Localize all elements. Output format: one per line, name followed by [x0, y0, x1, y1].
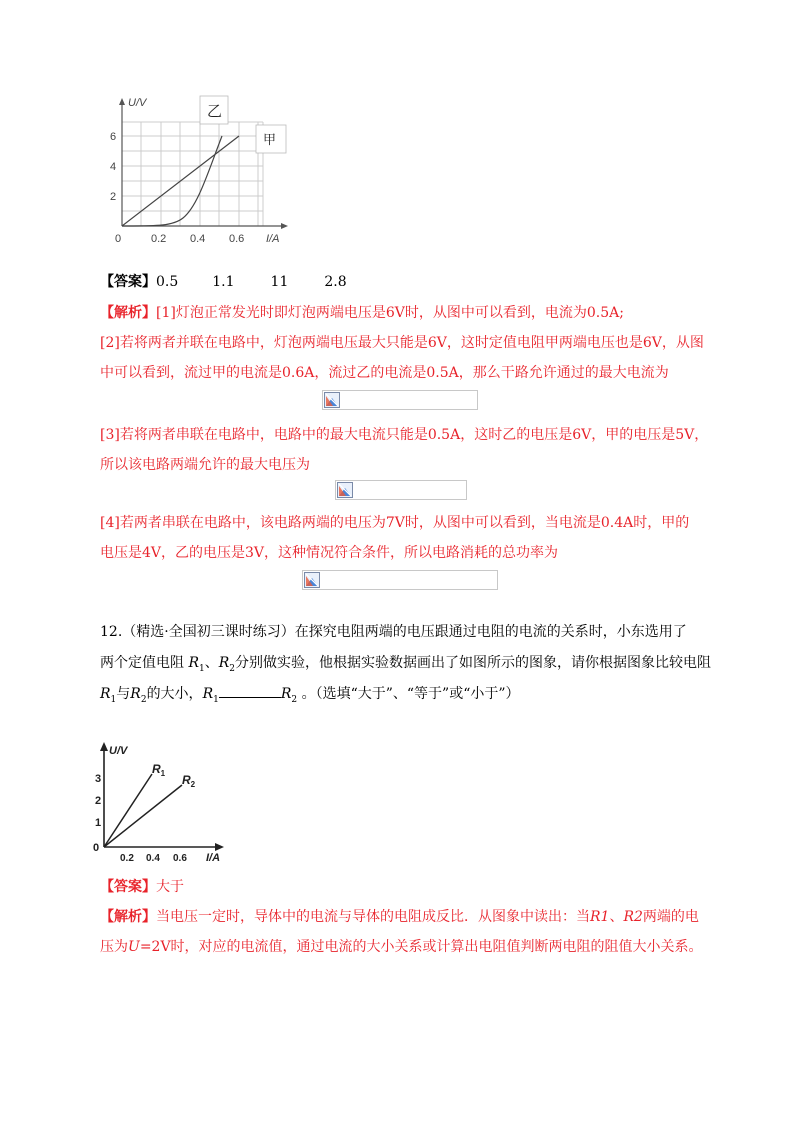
q11-analysis-text: 中可以看到，流过甲的电流是0.6A，流过乙的电流是0.5A，那么干路允许通过的最大电流为 [100, 365, 669, 381]
graph1-x-tick: 0.6 [229, 233, 245, 245]
q12-stem-line1 [100, 622, 687, 642]
sep: 、 [609, 909, 624, 925]
var-r1-sub: 1 [199, 663, 205, 674]
formula-image [335, 480, 467, 500]
graph2-y-tick: 1 [95, 817, 102, 829]
graph2-y-arrow [100, 742, 108, 751]
question-text: 在探究电阻两端的电压跟通过电阻的电流的关系时，小东选用了 [294, 624, 687, 640]
var-r2: R2 [623, 909, 643, 925]
graph1-origin-label: 0 [115, 233, 122, 245]
graph2-y-tick: 3 [95, 773, 102, 785]
var-r2: R [218, 655, 230, 671]
graph2-x-arrow [215, 843, 224, 851]
formula-image [302, 570, 498, 590]
graph2-label-r2: $R_2$ [182, 773, 196, 789]
analysis-text: [1]灯泡正常发光时即灯泡两端电压是6V时，从图中可以看到，电流为0.5A; [156, 305, 624, 321]
q12-stem-line3 [100, 683, 520, 710]
graph1-label-yi: 乙 [207, 103, 223, 120]
analysis-text: =2V时，对应的电流值，通过电流的大小关系或计算出电阻值判断两电阻的阻值大小关系。 [139, 939, 703, 955]
sep: 、 [204, 655, 219, 671]
graph-r1-r2 [90, 740, 240, 865]
answer-blank[interactable] [219, 683, 281, 698]
question-text: 。（选填“大于”、“等于”或“小于”） [297, 686, 520, 702]
var-r1-sub: 1 [110, 694, 117, 705]
question-number: 12. [100, 624, 123, 640]
graph2-label-r1: $R_1$ [152, 762, 166, 778]
answer-value: 大于 [156, 879, 184, 895]
q12-answer-line [100, 877, 184, 897]
analysis-text: 当电压一定时，导体中的电流与导体的电阻成反比．从图象中读出：当 [156, 909, 590, 925]
graph2-line-r1 [104, 774, 152, 847]
graph1-label-jia: 甲 [263, 132, 277, 147]
answer-tag: 【答案】 [100, 879, 156, 895]
var-r1-sub: 1 [213, 694, 219, 705]
analysis-tag: 【解析】 [100, 909, 156, 925]
var-u: U [128, 939, 140, 955]
question-text: 分别做实验，他根据实验数据画出了如图所示的图象，请你根据图象比较电阻 [235, 655, 712, 671]
answer-value: 1.1 [212, 274, 235, 290]
var-r2: R [130, 686, 141, 702]
graph2-line-r2 [104, 785, 182, 847]
question-text: 两个定值电阻 [100, 655, 189, 671]
graph1-y-tick: 4 [110, 161, 117, 173]
q11-answer-line [100, 272, 347, 292]
analysis-text: 压为 [100, 939, 128, 955]
q11-analysis-text: 电压是4V，乙的电压是3V，这种情况符合条件，所以电路消耗的总功率为 [100, 545, 559, 561]
graph1-x-axis-label: I/A [266, 233, 280, 245]
var-r1: R [100, 686, 111, 702]
answer-value: 0.5 [156, 274, 179, 290]
question-text: 的大小， [146, 686, 203, 702]
graph-jia-yi [108, 92, 308, 252]
var-r2-sub: 2 [140, 694, 147, 705]
q12-analysis-line2 [100, 937, 703, 957]
var-r1: R1 [590, 909, 610, 925]
answer-value: 2.8 [324, 274, 347, 290]
graph2-origin-label: 0 [93, 842, 100, 854]
graph1-x-arrow [281, 223, 288, 229]
image-placeholder-icon [304, 572, 320, 588]
graph1-x-tick: 0.2 [151, 233, 167, 245]
var-r1: R [188, 655, 199, 671]
graph1-y-axis-label: U/V [128, 97, 147, 109]
question-text: 与 [116, 686, 131, 702]
graph1-y-tick: 6 [110, 131, 117, 143]
graph2-x-tick: 0.6 [173, 853, 187, 864]
q11-analysis-text: [4]若两者串联在电路中，该电路两端的电压为7V时，从图中可以看到，当电流是0.4A时，甲的 [100, 515, 690, 531]
var-r1: R [202, 686, 214, 702]
var-r2-sub: 2 [229, 663, 236, 674]
q11-analysis-text: 所以该电路两端允许的最大电压为 [100, 457, 310, 473]
graph2-y-axis-label: U/V [109, 745, 128, 757]
question-source: （精选·全国初三课时练习） [122, 624, 295, 640]
var-r2-sub: 2 [291, 694, 298, 705]
q11-analysis-text: [2]若将两者并联在电路中，灯泡两端电压最大只能是6V，这时定值电阻甲两端电压也是6V，从图 [100, 335, 704, 351]
graph1-x-tick: 0.4 [190, 233, 206, 245]
q12-stem-line2 [100, 653, 711, 679]
analysis-text: 两端的电 [642, 909, 699, 925]
formula-image [322, 390, 478, 410]
var-r2: R [280, 686, 292, 702]
graph2-x-axis-label: I/A [206, 852, 221, 864]
q12-analysis-line1 [100, 907, 699, 927]
q11-analysis-p1 [100, 303, 624, 323]
answer-tag: 【答案】 [100, 274, 156, 290]
image-placeholder-icon [324, 392, 340, 408]
graph2-y-tick: 2 [95, 795, 102, 807]
image-placeholder-icon [337, 482, 353, 498]
answer-value: 11 [270, 274, 289, 290]
graph1-y-tick: 2 [110, 191, 117, 203]
graph2-x-tick: 0.2 [120, 853, 134, 864]
analysis-tag: 【解析】 [100, 305, 156, 321]
graph1-y-arrow [119, 98, 125, 105]
graph2-x-tick: 0.4 [146, 853, 160, 864]
q11-analysis-text: [3]若将两者串联在电路中，电路中的最大电流只能是0.5A，这时乙的电压是6V，甲的电压是5V， [100, 427, 709, 443]
